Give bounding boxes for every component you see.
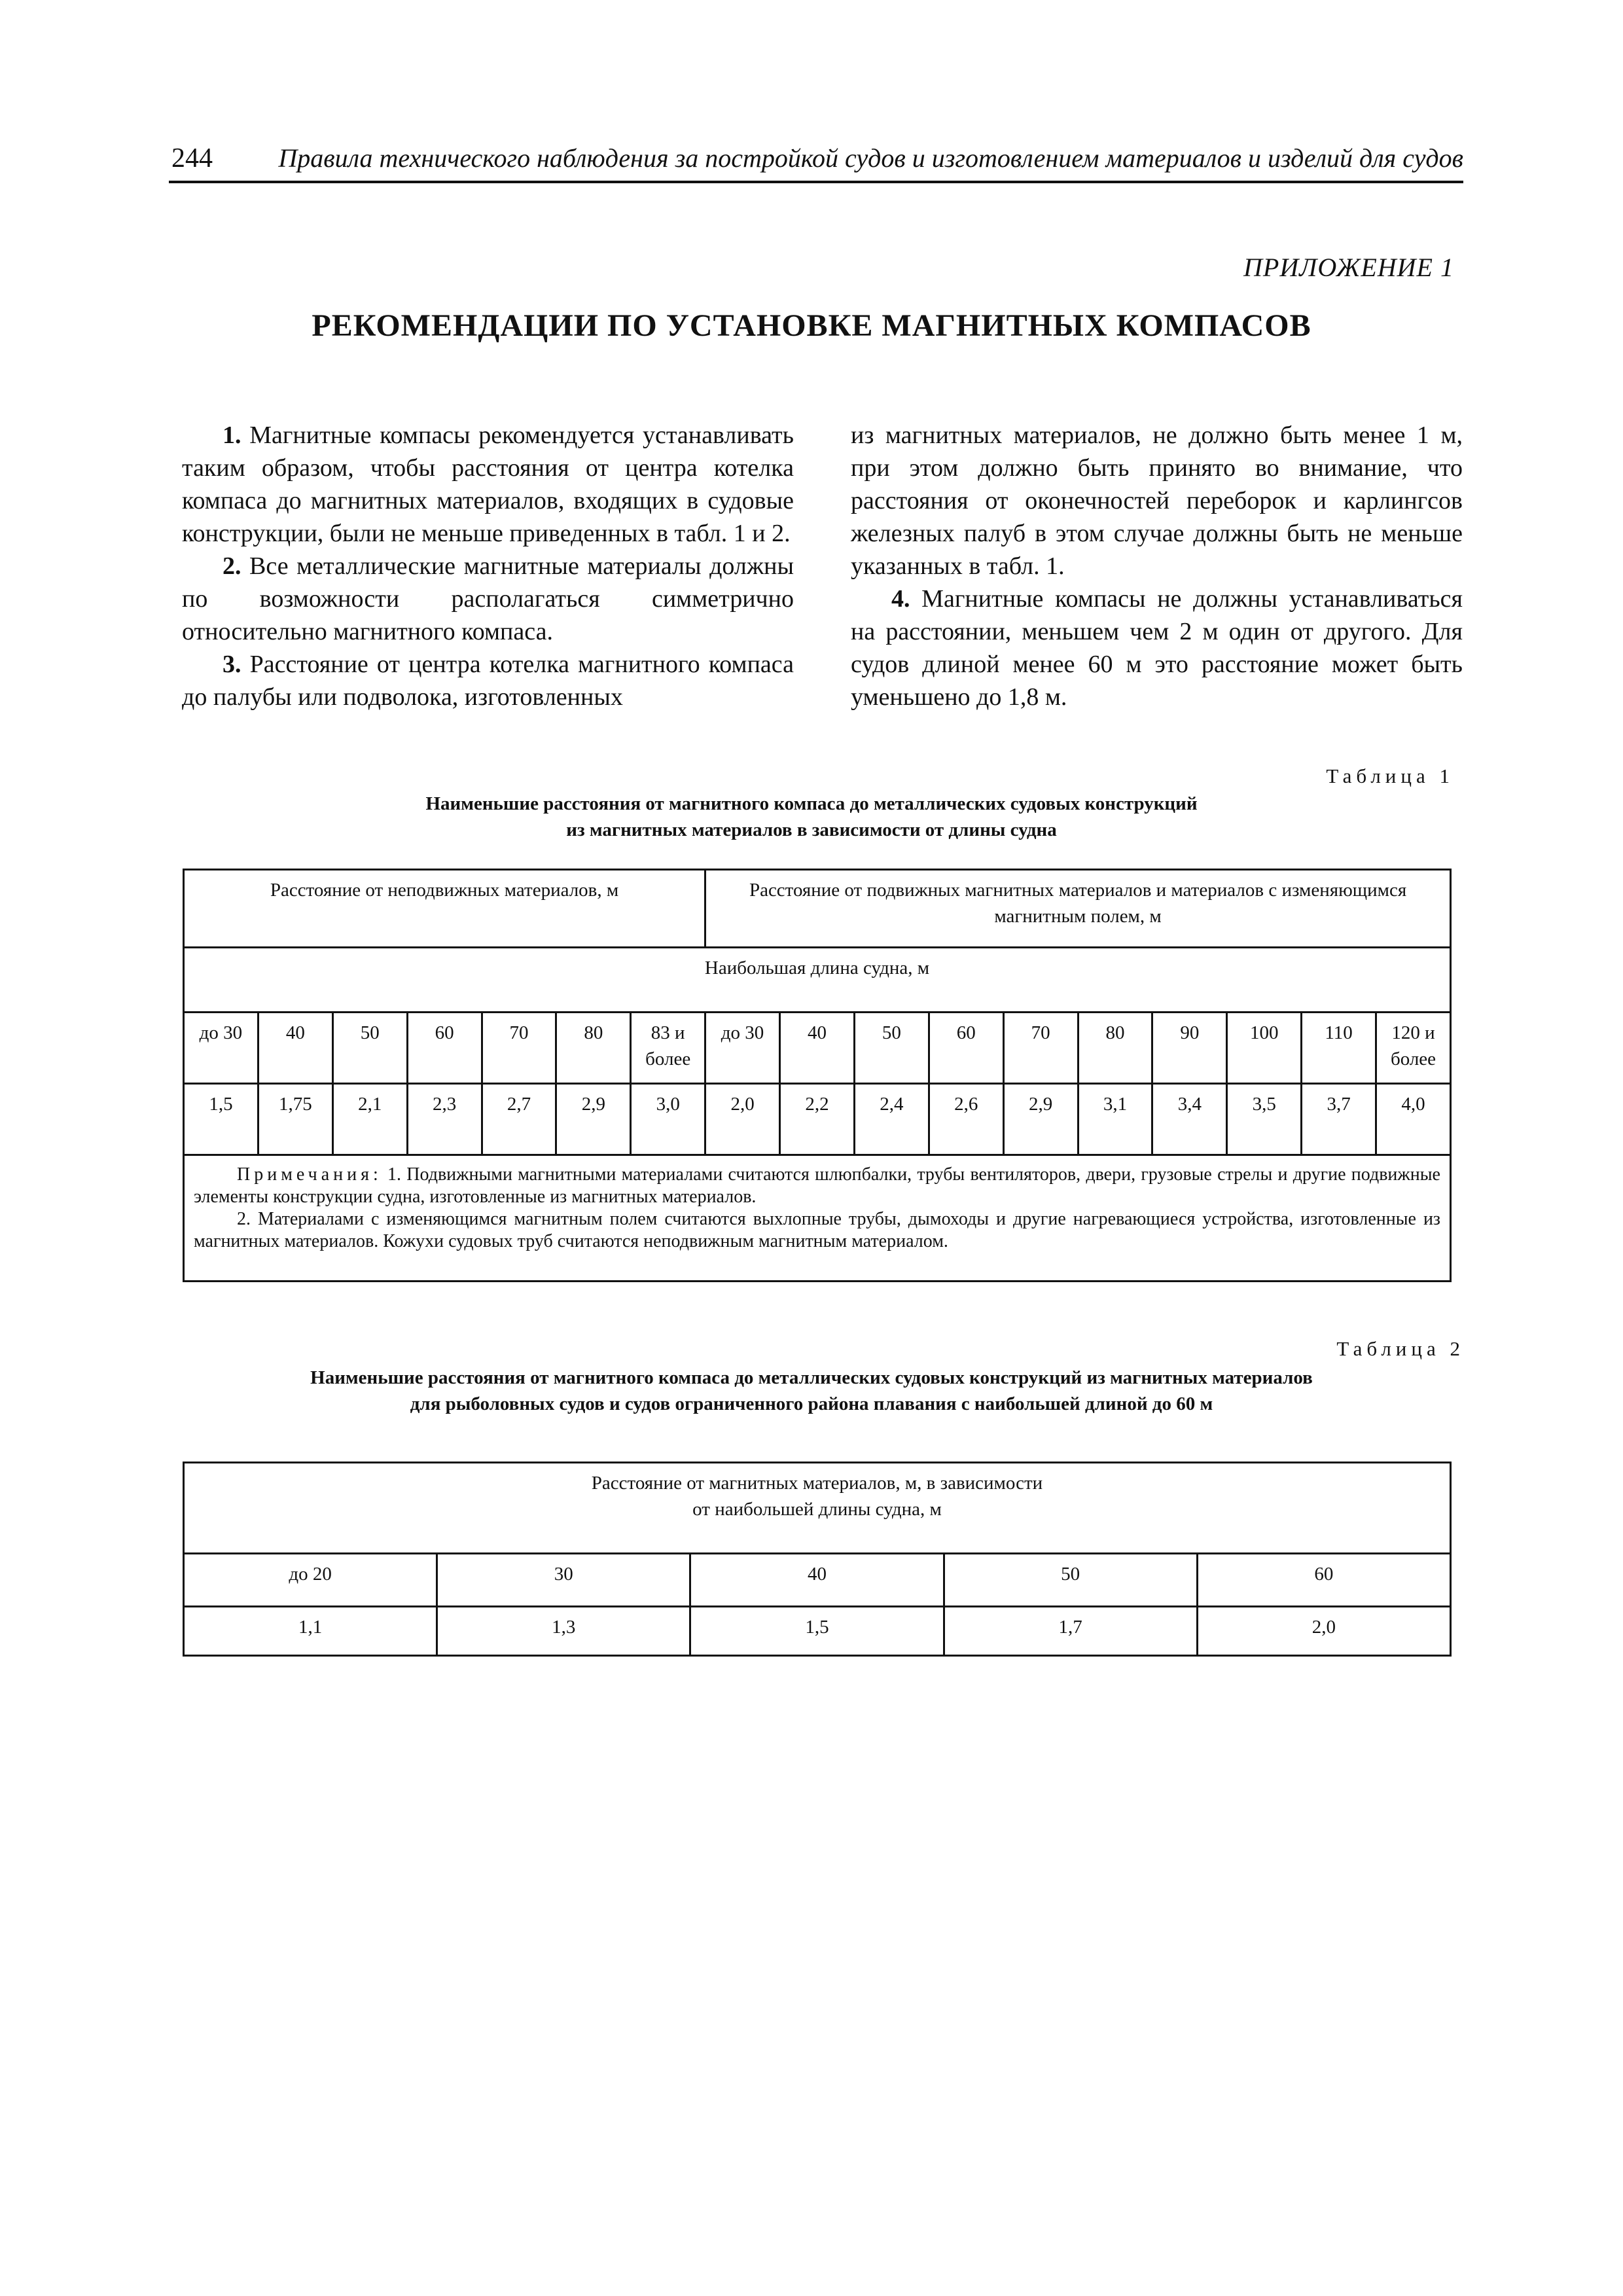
paragraph-1 bbox=[182, 419, 794, 550]
distance-cell: 1,5 bbox=[690, 1607, 944, 1656]
length-cell: до 30 bbox=[184, 1013, 259, 1084]
length-cell: 80 bbox=[1078, 1013, 1152, 1084]
length-cell: 90 bbox=[1152, 1013, 1227, 1084]
note-2: 2. Материалами с изменяющимся магнитным полем считаются выхлопные трубы, дымоходы и другие нагревающиеся устройства, изготовленные из магнитных материалов. Кожухи судовых труб считаются неподвижным магнитным материалом. bbox=[194, 1209, 1440, 1251]
header-line-1: Расстояние от магнитных материалов, м, в зависимости bbox=[591, 1473, 1043, 1494]
paragraph-4 bbox=[851, 583, 1463, 713]
table-row bbox=[184, 948, 1451, 1013]
distance-cell: 2,9 bbox=[556, 1084, 631, 1155]
header-distance-by-length bbox=[184, 1463, 1451, 1554]
length-cell: 60 bbox=[407, 1013, 482, 1084]
length-cell: 100 bbox=[1227, 1013, 1302, 1084]
length-cell: 40 bbox=[780, 1013, 855, 1084]
header-moving-materials: Расстояние от подвижных магнитных материалов и материалов с изменяющимся магнитным полем, м bbox=[705, 870, 1451, 948]
length-cell: 60 bbox=[929, 1013, 1003, 1084]
header-vessel-length: Наибольшая длина судна, м bbox=[184, 948, 1451, 1013]
distance-cell: 3,7 bbox=[1302, 1084, 1376, 1155]
paragraph-3-continued: из магнитных материалов, не должно быть менее 1 м, при этом должно быть принято во внимание, что расстояния от оконечностей переборок и карлингсов железных палуб в этом случае должны быть не меньше указанных в табл. 1. bbox=[851, 422, 1463, 580]
distance-cell: 2,0 bbox=[705, 1084, 780, 1155]
table-1-caption-line-2: из магнитных материалов в зависимости от длины судна bbox=[566, 819, 1057, 840]
header-line-2: от наибольшей длины судна, м bbox=[692, 1499, 942, 1520]
running-title: Правила технического наблюдения за постройкой судов и изготовлением материалов и изделий для судов bbox=[278, 143, 1463, 173]
length-cell: 40 bbox=[258, 1013, 332, 1084]
paragraph-number: 4. bbox=[891, 585, 910, 613]
length-cell: 110 bbox=[1302, 1013, 1376, 1084]
table-notes bbox=[184, 1155, 1451, 1282]
paragraph-text: Расстояние от центра котелка магнитного компаса до палубы или подволока, изготовленных bbox=[182, 651, 794, 711]
header-fixed-materials: Расстояние от неподвижных материалов, м bbox=[184, 870, 705, 948]
table-2-caption bbox=[0, 1365, 1623, 1417]
distance-cell: 2,7 bbox=[482, 1084, 556, 1155]
table-1 bbox=[183, 869, 1452, 1282]
table-row-distances bbox=[184, 1084, 1451, 1155]
distance-cell: 2,4 bbox=[854, 1084, 929, 1155]
paragraph-number: 3. bbox=[223, 651, 241, 678]
table-row-lengths bbox=[184, 1013, 1451, 1084]
length-cell: до 30 bbox=[705, 1013, 780, 1084]
length-cell: 80 bbox=[556, 1013, 631, 1084]
length-cell: 30 bbox=[437, 1554, 690, 1607]
left-column bbox=[182, 419, 794, 713]
table-row-distances bbox=[184, 1607, 1451, 1656]
note-1-text: 1. Подвижными магнитными материалами считаются шлюпбалки, трубы вентиляторов, двери, грузовые стрелы и другие подвижные элементы конструкции судна, изготовленные из магнитных материалов. bbox=[194, 1164, 1440, 1207]
paragraph-2 bbox=[182, 550, 794, 648]
paragraph-text: Магнитные компасы рекомендуется устанавливать таким образом, чтобы расстояния от центра котелка компаса до магнитных материалов, входящих в судовые конструкции, были не меньше приведенных в табл. 1 и 2. bbox=[182, 422, 794, 547]
distance-cell: 3,4 bbox=[1152, 1084, 1227, 1155]
appendix-label: ПРИЛОЖЕНИЕ 1 bbox=[1243, 253, 1454, 282]
table-2-label: Таблица 2 bbox=[1336, 1337, 1465, 1360]
table-2 bbox=[183, 1462, 1452, 1657]
body-text bbox=[182, 419, 1463, 759]
distance-cell: 3,5 bbox=[1227, 1084, 1302, 1155]
length-cell: 40 bbox=[690, 1554, 944, 1607]
table-2-caption-line-2: для рыболовных судов и судов ограниченного района плавания с наибольшей длиной до 60 м bbox=[410, 1393, 1213, 1414]
page-title: РЕКОМЕНДАЦИИ ПО УСТАНОВКЕ МАГНИТНЫХ КОМПАСОВ bbox=[312, 308, 1311, 343]
note-1 bbox=[194, 1164, 1440, 1208]
distance-cell: 1,75 bbox=[258, 1084, 332, 1155]
table-row bbox=[184, 870, 1451, 948]
distance-cell: 3,0 bbox=[631, 1084, 705, 1155]
distance-cell: 1,1 bbox=[184, 1607, 437, 1656]
table-row bbox=[184, 1463, 1451, 1554]
distance-cell: 2,9 bbox=[1003, 1084, 1078, 1155]
length-cell: 60 bbox=[1197, 1554, 1450, 1607]
table-2-caption-line-1: Наименьшие расстояния от магнитного компаса до металлических судовых конструкций из магнитных материалов bbox=[310, 1367, 1313, 1388]
length-cell: 50 bbox=[944, 1554, 1197, 1607]
length-cell: до 20 bbox=[184, 1554, 437, 1607]
distance-cell: 2,2 bbox=[780, 1084, 855, 1155]
length-cell: 83 и более bbox=[631, 1013, 705, 1084]
notes-label: Примечания: bbox=[237, 1164, 382, 1185]
paragraph-text: Магнитные компасы не должны устанавливаться на расстоянии, меньшем чем 2 м один от другого. Для судов длиной менее 60 м это расстояние может быть уменьшено до 1,8 м. bbox=[851, 585, 1463, 711]
length-cell: 70 bbox=[1003, 1013, 1078, 1084]
right-column bbox=[851, 419, 1463, 713]
paragraph-number: 2. bbox=[223, 552, 241, 580]
paragraph-text: Все металлические магнитные материалы должны по возможности располагаться симметрично относительно магнитного компаса. bbox=[182, 552, 794, 645]
distance-cell: 2,6 bbox=[929, 1084, 1003, 1155]
distance-cell: 2,1 bbox=[332, 1084, 407, 1155]
length-cell: 120 и более bbox=[1376, 1013, 1451, 1084]
length-cell: 70 bbox=[482, 1013, 556, 1084]
table-notes-row bbox=[184, 1155, 1451, 1282]
distance-cell: 2,3 bbox=[407, 1084, 482, 1155]
page-number: 244 bbox=[171, 143, 213, 173]
paragraph-3 bbox=[182, 648, 794, 713]
distance-cell: 1,5 bbox=[184, 1084, 259, 1155]
distance-cell: 3,1 bbox=[1078, 1084, 1152, 1155]
table-1-caption bbox=[0, 791, 1623, 843]
distance-cell: 2,0 bbox=[1197, 1607, 1450, 1656]
paragraph-number: 1. bbox=[223, 422, 241, 449]
table-1-caption-line-1: Наименьшие расстояния от магнитного компаса до металлических судовых конструкций bbox=[425, 793, 1198, 814]
table-row-lengths bbox=[184, 1554, 1451, 1607]
page-header bbox=[169, 143, 1463, 183]
table-1-label: Таблица 1 bbox=[1326, 764, 1454, 787]
distance-cell: 4,0 bbox=[1376, 1084, 1451, 1155]
length-cell: 50 bbox=[332, 1013, 407, 1084]
distance-cell: 1,7 bbox=[944, 1607, 1197, 1656]
length-cell: 50 bbox=[854, 1013, 929, 1084]
distance-cell: 1,3 bbox=[437, 1607, 690, 1656]
